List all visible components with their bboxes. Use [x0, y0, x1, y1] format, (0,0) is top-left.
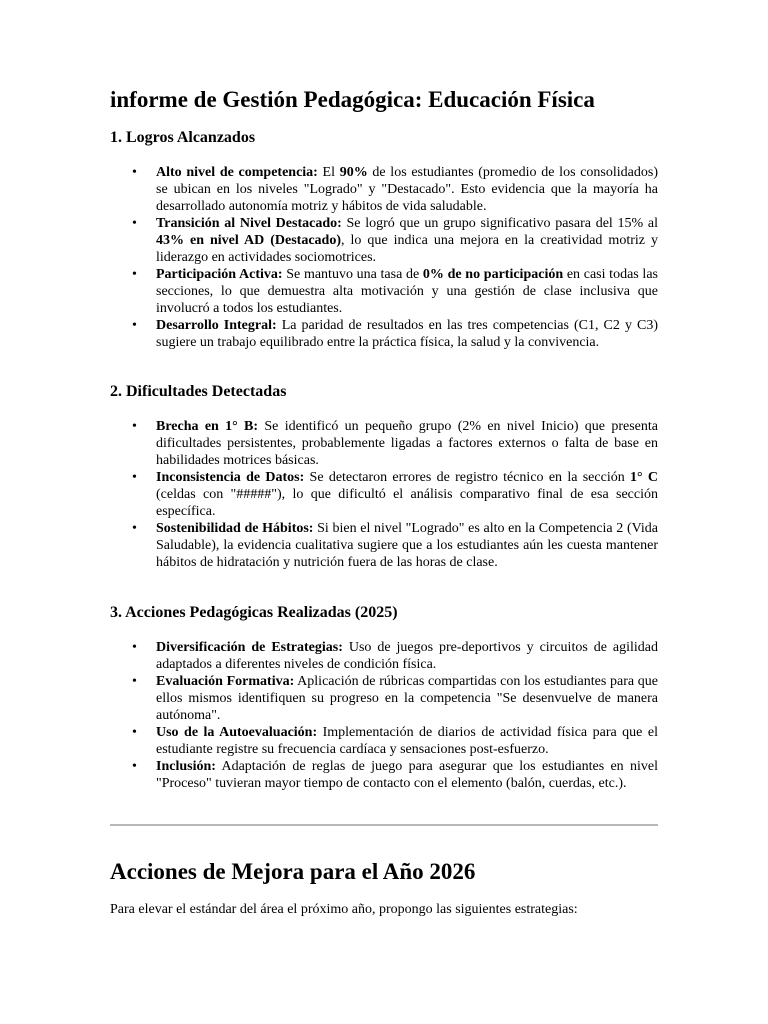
list-item: • Transición al Nivel Destacado: Se logró que un grupo significativo pasara del 15% al 43% en nivel AD (Destacado), lo que indica una mejora en la creatividad motriz y liderazgo en actividades sociomotrices. [156, 215, 658, 266]
item-label: Evaluación Formativa: [156, 674, 295, 689]
list-item: • Alto nivel de competencia: El 90% de los estudiantes (promedio de los consolidados) se ubican en los niveles "Logrado" y "Destacado". Esto evidencia que la mayoría ha desarrollado autonomía motriz y hábitos de vida saludable. [156, 164, 658, 215]
list-item: • Participación Activa: Se mantuvo una tasa de 0% de no participación en casi todas las secciones, lo que demuestra alta motivación y una gestión de clase inclusiva que involucró a todos los estudiantes. [156, 266, 658, 317]
item-label: Inclusión: [156, 759, 216, 774]
item-label: Brecha en 1° B: [156, 419, 259, 434]
improvement-intro: Para elevar el estándar del área el próximo año, propongo las siguientes estrategias: [110, 902, 578, 917]
section-heading-logros: 1. Logros Alcanzados [110, 129, 256, 146]
improvement-heading: Acciones de Mejora para el Año 2026 [110, 859, 476, 884]
document-title: informe de Gestión Pedagógica: Educación Física [110, 87, 595, 112]
list-item: • Desarrollo Integral: La paridad de resultados en las tres competencias (C1, C2 y C3) sugiere un trabajo equilibrado entre la práctica física, la salud y la convivencia. [156, 317, 658, 351]
list-item: • Evaluación Formativa: Aplicación de rúbricas compartidas con los estudiantes para que ellos mismos identifiquen su progreso en la competencia "Se desenvuelve de manera autónoma". [156, 673, 658, 724]
item-label: Transición al Nivel Destacado: [156, 216, 342, 231]
list-logros [110, 164, 658, 351]
list-item: • Inclusión: Adaptación de reglas de juego para asegurar que los estudiantes en nivel "Proceso" tuvieran mayor tiempo de contacto con el elemento (balón, cuerdas, etc.). [156, 758, 658, 792]
list-item: • Brecha en 1° B: Se identificó un pequeño grupo (2% en nivel Inicio) que presenta dificultades persistentes, probablemente ligadas a factores externos o falta de base en habilidades motrices básicas. [156, 418, 658, 469]
item-label: Inconsistencia de Datos: [156, 470, 305, 485]
list-item: • Uso de la Autoevaluación: Implementación de diarios de actividad física para que el estudiante registre su frecuencia cardíaca y sensaciones post-esfuerzo. [156, 724, 658, 758]
section-heading-dificultades: 2. Dificultades Detectadas [110, 383, 287, 400]
section-heading-acciones: 3. Acciones Pedagógicas Realizadas (2025) [110, 604, 398, 621]
list-item: • Inconsistencia de Datos: Se detectaron errores de registro técnico en la sección 1° C (celdas con "#####"), lo que dificultó el análisis comparativo final de esa sección específica. [156, 469, 658, 520]
list-item: • Diversificación de Estrategias: Uso de juegos pre-deportivos y circuitos de agilidad adaptados a diferentes niveles de condición física. [156, 639, 658, 673]
item-label: Desarrollo Integral: [156, 318, 277, 333]
item-label: Diversificación de Estrategias: [156, 640, 343, 655]
list-acciones [110, 639, 658, 792]
list-item: • Sostenibilidad de Hábitos: Si bien el nivel "Logrado" es alto en la Competencia 2 (Vida Saludable), la evidencia cualitativa sugiere que a los estudiantes aún les cuesta mantener hábitos de hidratación y nutrición fuera de las horas de clase. [156, 520, 658, 571]
section-divider [110, 824, 658, 826]
list-dificultades [110, 418, 658, 571]
item-label: Uso de la Autoevaluación: [156, 725, 318, 740]
item-label: Alto nivel de competencia: [156, 165, 318, 180]
item-label: Sostenibilidad de Hábitos: [156, 521, 314, 536]
item-label: Participación Activa: [156, 267, 283, 282]
